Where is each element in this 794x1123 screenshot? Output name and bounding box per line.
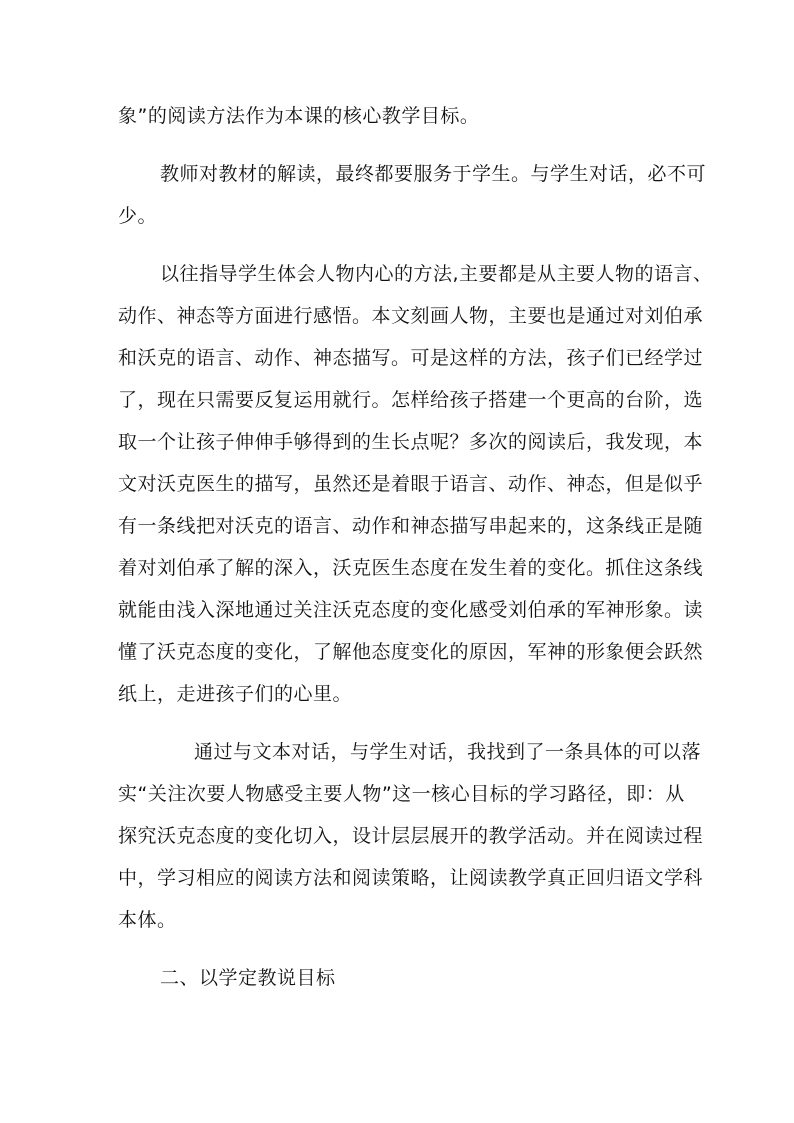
paragraph-line: 文对沃克医生的描写，虽然还是着眼于语言、动作、神态，但是似乎	[118, 473, 704, 495]
paragraph-line: 和沃克的语言、动作、神态描写。可是这样的方法，孩子们已经学过	[118, 347, 704, 369]
paragraph-line: 纸上，走进孩子们的心里。	[118, 683, 353, 705]
paragraph-line: 以往指导学生体会人物内心的方法,主要都是从主要人物的语言、	[160, 263, 713, 285]
paragraph-line: 就能由浅入深地通过关注沃克态度的变化感受刘伯承的军神形象。读	[118, 599, 704, 621]
paragraph-line: 了，现在只需要反复运用就行。怎样给孩子搭建一个更高的台阶，选	[118, 389, 704, 411]
paragraph-line: 教师对教材的解读，最终都要服务于学生。与学生对话，必不可	[160, 163, 707, 185]
paragraph-line: 实“关注次要人物感受主要人物”这一核心目标的学习路径，即：从	[118, 783, 685, 805]
paragraph-line: 着对刘伯承了解的深入，沃克医生态度在发生着的变化。抓住这条线	[118, 557, 704, 579]
paragraph-line: 本体。	[118, 909, 177, 931]
paragraph-line: 懂了沃克态度的变化，了解他态度变化的原因，军神的形象便会跃然	[118, 641, 704, 663]
paragraph-line: 有一条线把对沃克的语言、动作和神态描写串起来的，这条线正是随	[118, 515, 704, 537]
section-heading: 二、以学定教说目标	[160, 967, 336, 989]
paragraph-line: 探究沃克态度的变化切入，设计层层展开的教学活动。并在阅读过程	[118, 825, 704, 847]
paragraph-line: 动作、神态等方面进行感悟。本文刻画人物，主要也是通过对刘伯承	[118, 305, 704, 327]
paragraph-line: 少。	[118, 205, 158, 227]
paragraph-line: 中，学习相应的阅读方法和阅读策略，让阅读教学真正回归语文学科	[118, 867, 704, 889]
paragraph-line: 象”的阅读方法作为本课的核心教学目标。	[118, 105, 480, 127]
paragraph-line: 取一个让孩子伸伸手够得到的生长点呢？多次的阅读后，我发现，本	[118, 431, 704, 453]
paragraph-line: 通过与文本对话，与学生对话，我找到了一条具体的可以落	[194, 741, 702, 763]
